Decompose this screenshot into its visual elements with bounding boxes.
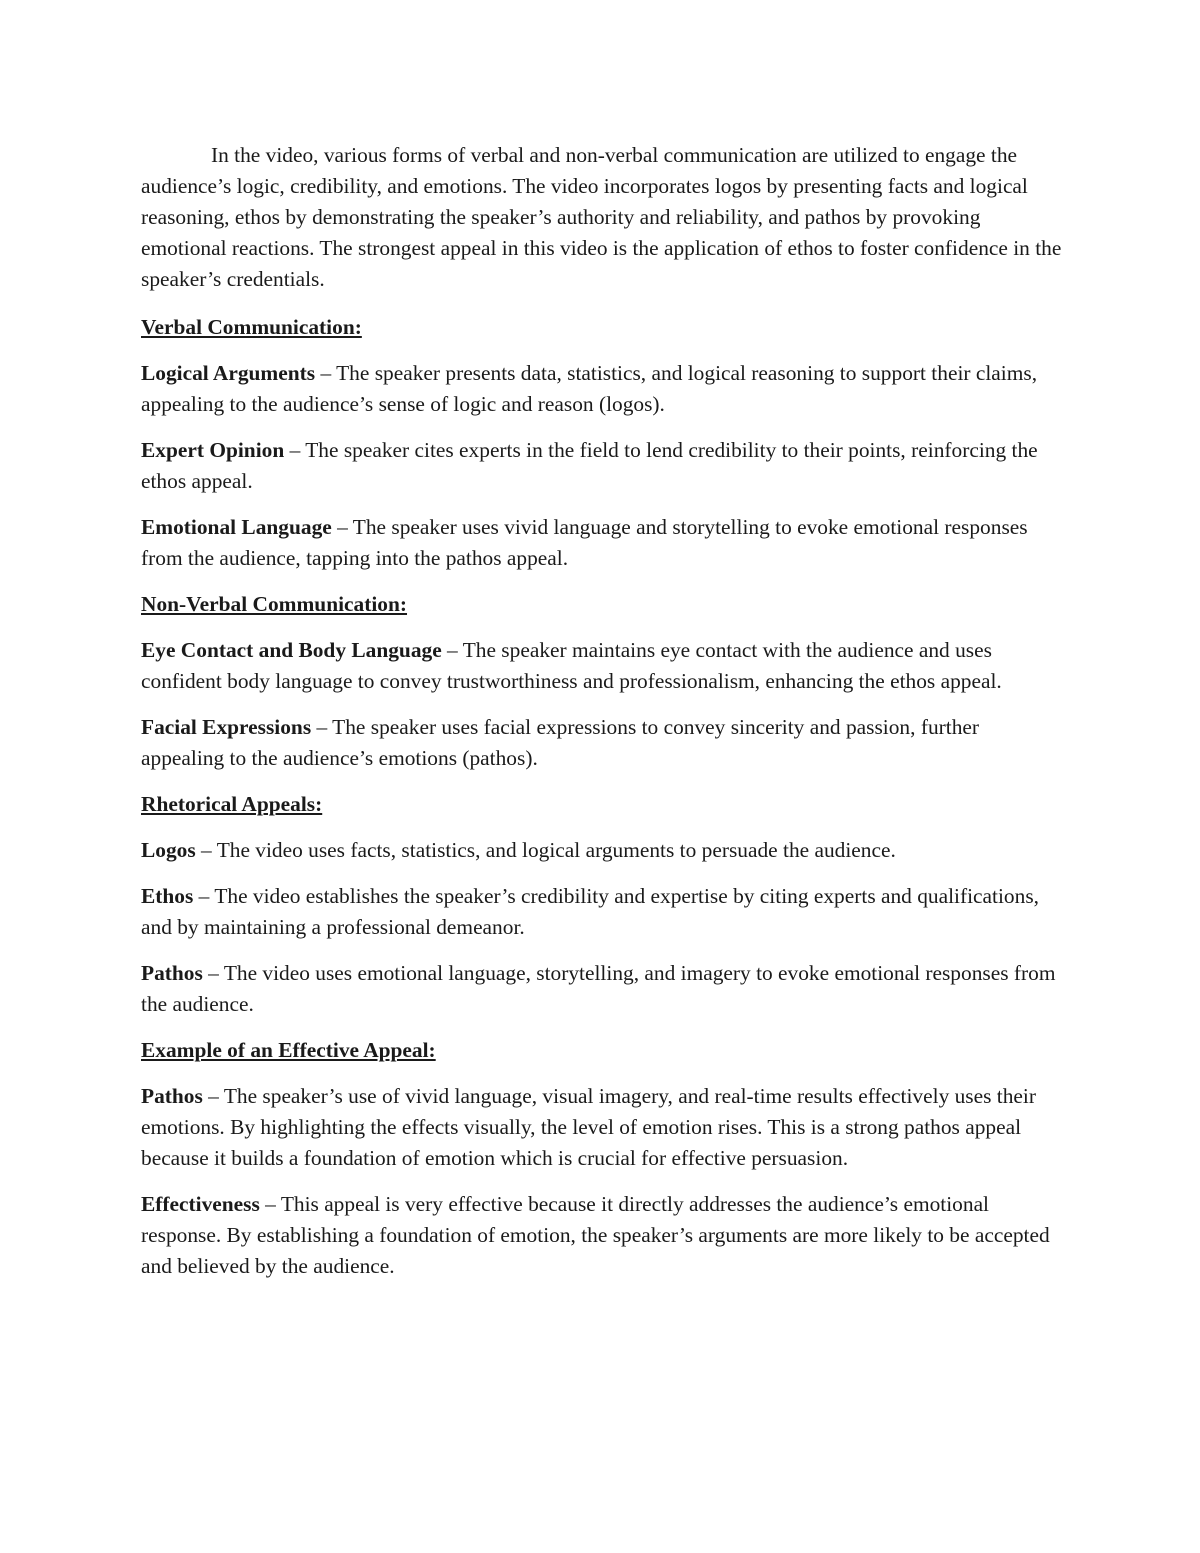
item-text: – The video uses emotional language, storytelling, and imagery to evoke emotional responses from the audience.	[141, 961, 1056, 1016]
item-text: – The video uses facts, statistics, and logical arguments to persuade the audience.	[195, 838, 896, 862]
section-heading: Rhetorical Appeals:	[141, 792, 323, 816]
list-item	[141, 958, 1066, 1020]
document-page	[141, 140, 1066, 1297]
item-term: Emotional Language	[141, 515, 332, 539]
item-text: – This appeal is very effective because it directly addresses the audience’s emotional response. By establishing a foundation of emotion, the speaker’s arguments are more likely to be accepted and believed by the audience.	[141, 1192, 1050, 1278]
item-term: Facial Expressions	[141, 715, 312, 739]
section-heading: Verbal Communication:	[141, 315, 362, 339]
list-item	[141, 512, 1066, 574]
list-item	[141, 835, 1066, 866]
list-item	[141, 1081, 1066, 1174]
item-term: Effectiveness	[141, 1192, 260, 1216]
section-heading: Non-Verbal Communication:	[141, 592, 408, 616]
section-non-verbal-communication	[141, 589, 1066, 774]
item-term: Expert Opinion	[141, 438, 285, 462]
item-text: – The speaker’s use of vivid language, visual imagery, and real-time results effectively uses their emotions. By highlighting the effects visually, the level of emotion rises. This is a strong pathos appeal because it builds a foundation of emotion which is crucial for effective persuasion.	[141, 1084, 1036, 1170]
list-item	[141, 881, 1066, 943]
item-term: Logos	[141, 838, 196, 862]
item-term: Logical Arguments	[141, 361, 316, 385]
item-text: – The speaker presents data, statistics, and logical reasoning to support their claims, appealing to the audience’s sense of logic and reason (logos).	[141, 361, 1038, 416]
item-text: – The speaker uses vivid language and storytelling to evoke emotional responses from the audience, tapping into the pathos appeal.	[141, 515, 1028, 570]
list-item	[141, 1189, 1066, 1282]
section-rhetorical-appeals	[141, 789, 1066, 1020]
item-term: Ethos	[141, 884, 194, 908]
list-item	[141, 712, 1066, 774]
section-effective-appeal	[141, 1035, 1066, 1282]
section-heading: Example of an Effective Appeal:	[141, 1038, 436, 1062]
list-item	[141, 635, 1066, 697]
item-text: – The speaker cites experts in the field to lend credibility to their points, reinforcing the ethos appeal.	[141, 438, 1038, 493]
item-term: Pathos	[141, 1084, 203, 1108]
list-item	[141, 358, 1066, 420]
list-item	[141, 435, 1066, 497]
item-text: – The speaker uses facial expressions to convey sincerity and passion, further appealing to the audience’s emotions (pathos).	[141, 715, 980, 770]
intro-paragraph: In the video, various forms of verbal and non-verbal communication are utilized to engage the audience’s logic, credibility, and emotions. The video incorporates logos by presenting facts and logical reasoning, ethos by demonstrating the speaker’s authority and reliability, and pathos by provoking emotional reactions. The strongest appeal in this video is the application of ethos to foster confidence in the speaker’s credentials.	[141, 143, 1062, 291]
section-verbal-communication	[141, 312, 1066, 574]
item-text: – The speaker maintains eye contact with the audience and uses confident body language to convey trustworthiness and professionalism, enhancing the ethos appeal.	[141, 638, 1002, 693]
item-text: – The video establishes the speaker’s credibility and expertise by citing experts and qualifications, and by maintaining a professional demeanor.	[141, 884, 1039, 939]
item-term: Pathos	[141, 961, 203, 985]
item-term: Eye Contact and Body Language	[141, 638, 442, 662]
